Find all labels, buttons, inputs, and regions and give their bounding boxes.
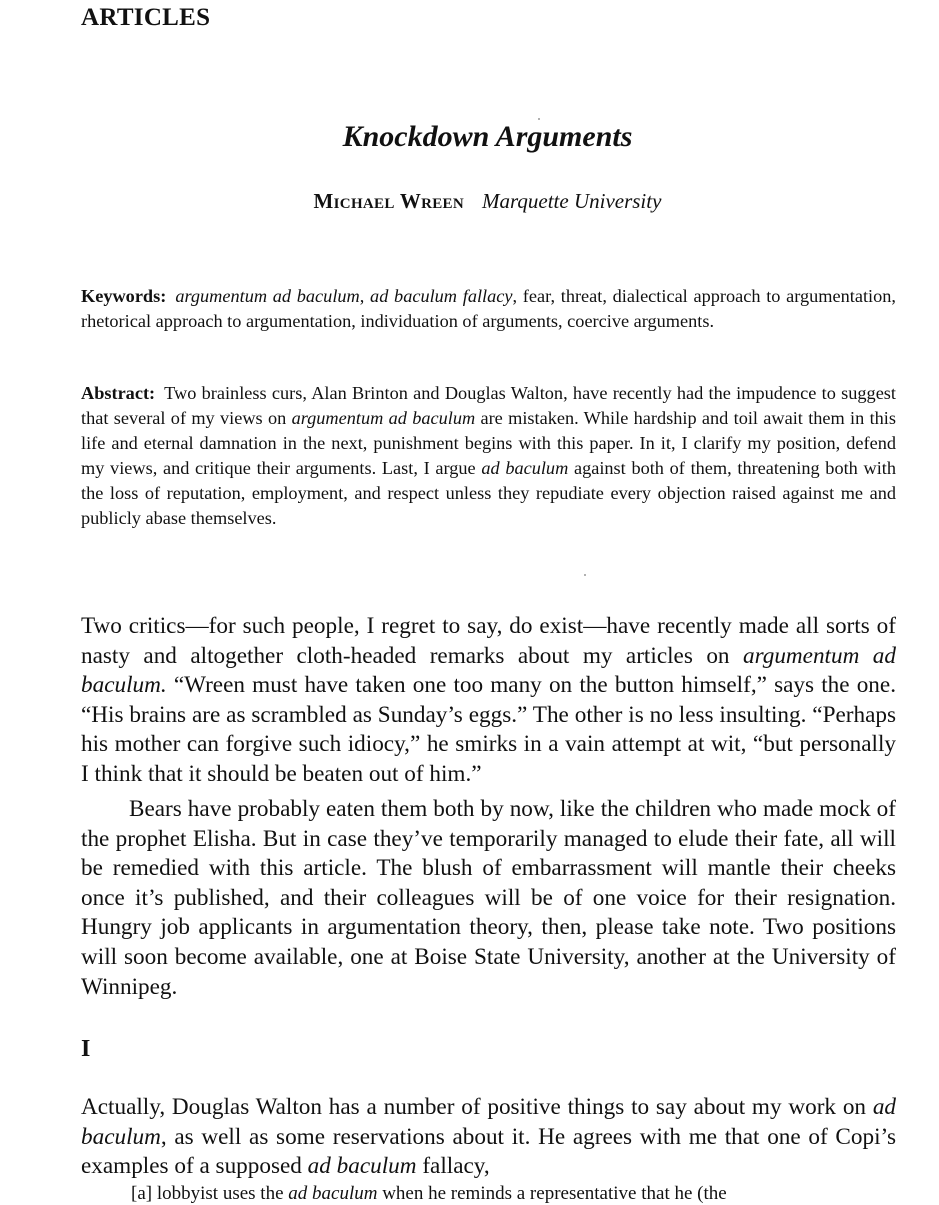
keyword-terms: , fear, threat, dialectical approach to argumentation, rhetorical approach to argumentation, individuation of arguments, coercive arguments. (81, 286, 896, 331)
section-heading: I (81, 1036, 91, 1062)
body-paragraph-2: Bears have probably eaten them both by now, like the children who made mock of the prophet Elisha. But in case they’ve temporarily managed to elude their fate, all will be remedied with this article. The blush of embarrassment will mantle their cheeks once it’s published, and their colleagues will be of one voice for their resignation. Hungry job applicants in argumentation theory, then, please take note. Two positions will soon become available, one at Boise State University, another at the University of Winnipeg. (81, 796, 896, 1000)
quote-text: when he reminds a representative that he (the (377, 1183, 727, 1204)
abstract-text: are mistaken. While hardship and toil await them in this life and eternal damnation in the next, punishment begins with this paper. In it, I clarify my position, defend my views, and critique their arguments. Last, I argue (81, 408, 897, 478)
block-quote-partial (131, 1183, 727, 1205)
abstract-italic: argumentum ad baculum (291, 408, 476, 428)
abstract-label: Abstract: (81, 383, 156, 403)
byline (0, 189, 939, 214)
author-affiliation: Marquette University (482, 189, 662, 213)
abstract-italic: ad baculum (481, 458, 569, 478)
quote-italic: ad baculum (288, 1183, 378, 1204)
section-label: ARTICLES (81, 4, 211, 31)
paragraph-text: Actually, Douglas Walton has a number of positive things to say about my work on (81, 1094, 873, 1120)
body-paragraph-3 (81, 1093, 896, 1182)
body-paragraph-1 (81, 612, 896, 790)
paragraph-italic: ad baculum (81, 1094, 896, 1150)
article-title: Knockdown Arguments (342, 120, 633, 153)
abstract-block (81, 381, 896, 531)
quote-text: [a] lobbyist uses the (131, 1183, 289, 1204)
keywords-block (81, 284, 896, 334)
keywords-label: Keywords: (81, 286, 167, 306)
abstract-text: Two brainless curs, Alan Brinton and Douglas Walton, have recently had the impudence to suggest that several of my views on (81, 383, 896, 428)
keyword-separator: , (359, 286, 371, 306)
keyword-term: ad baculum fallacy (370, 286, 513, 306)
paragraph-text: Two critics—for such people, I regret to say, do exist—have recently made all sorts of nasty and altogether cloth-headed remarks about my articles on (81, 613, 896, 669)
paragraph-italic: ad baculum (307, 1153, 417, 1180)
scan-speck (584, 574, 586, 576)
keyword-term: argumentum ad baculum (175, 286, 360, 306)
paragraph-text: fallacy, (416, 1153, 490, 1180)
paragraph-italic: argumentum ad baculum. (81, 642, 896, 699)
paragraph-text: “Wreen must have taken one too many on the button himself,” says the one. “His brains are as scrambled as Sunday’s eggs.” The other is no less insulting. “Perhaps his mother can forgive such idiocy,” he smirks in a vain attempt at wit, “but personally I think that it should be beaten out of him.” (81, 672, 896, 787)
paragraph-text: , as well as some reservations about it. He agrees with me that one of Copi’s examples of a supposed (81, 1123, 896, 1180)
abstract-text: against both of them, threatening both with the loss of reputation, employment, and respect unless they repudiate every objection raised against me and publicly abase themselves. (81, 458, 896, 528)
author-name: Michael Wreen (313, 189, 464, 213)
